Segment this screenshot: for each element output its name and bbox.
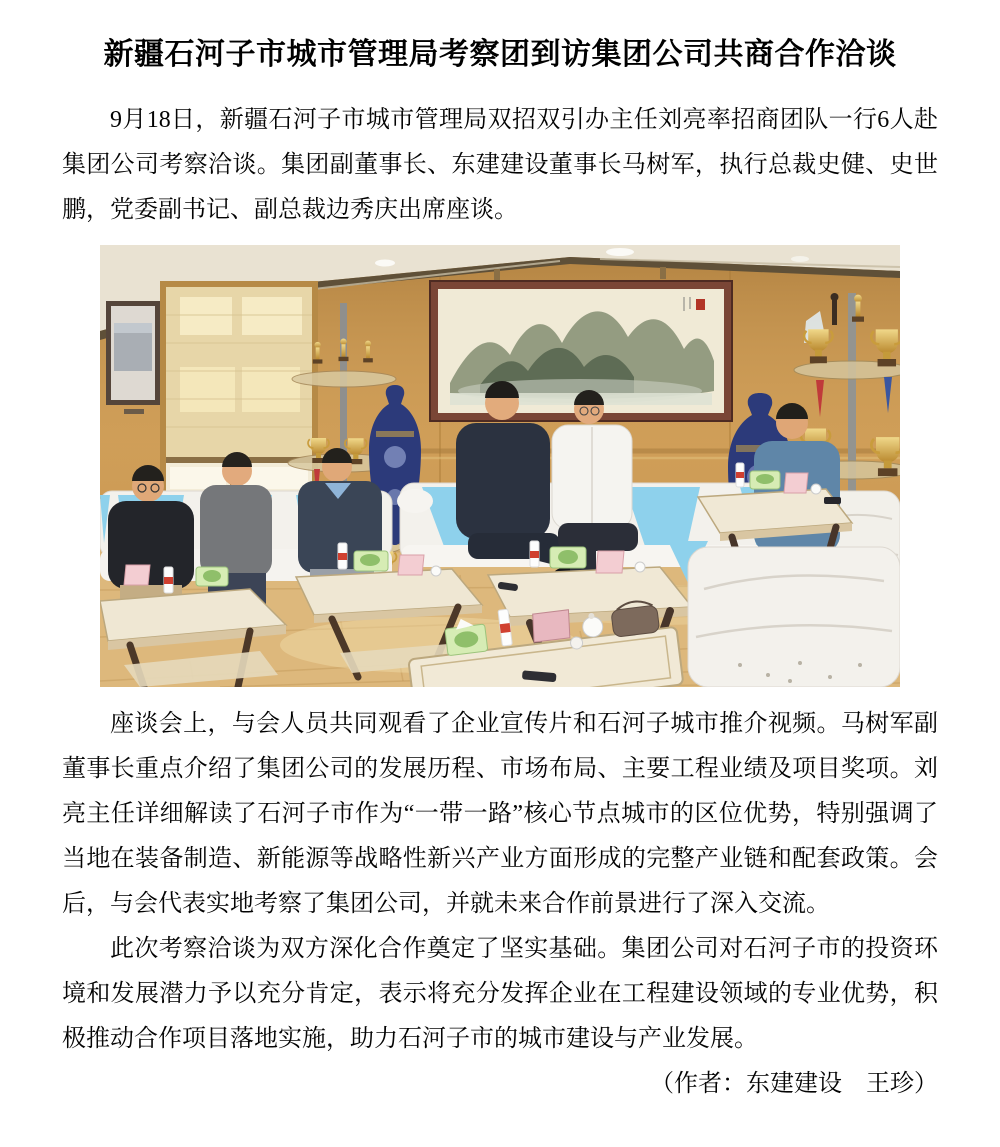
article-byline: （作者：东建建设 王珍）	[650, 1071, 938, 1097]
article-paragraph-3: 此次考察洽谈为双方深化合作奠定了坚实基础。集团公司对石河子市的投资环境和发展潜力予以充分肯定，表示将充分发挥企业在工程建设领域的专业优势，积极推动合作项目落地实施，助力石河子市的城市建设与产业发展。	[62, 936, 938, 1052]
ceiling-light	[791, 256, 809, 262]
article-title: 新疆石河子市城市管理局考察团到访集团公司共商合作洽谈	[103, 38, 897, 71]
meeting-photo-illustration	[100, 245, 900, 687]
armchair-front-right	[668, 541, 900, 687]
ceiling-light	[606, 248, 634, 256]
article-paragraph-1: 9月18日，新疆石河子市城市管理局双招双引办主任刘亮率招商团队一行6人赴集团公司考察洽谈。集团副董事长、东建建设董事长马树军，执行总裁史健、史世鹏，党委副书记、副总裁边秀庆出席座谈。	[62, 107, 938, 223]
wall-picture-frame	[106, 301, 160, 414]
ceiling-light	[375, 260, 395, 267]
article-paragraph-2: 座谈会上，与会人员共同观看了企业宣传片和石河子城市推介视频。马树军副董事长重点介绍了集团公司的发展历程、市场布局、主要工程业绩及项目奖项。刘亮主任详细解读了石河子市作为“一带一路”核心节点城市的区位优势，特别强调了当地在装备制造、新能源等战略性新兴产业方面形成的完整产业链和配套政策。会后，与会代表实地考察了集团公司，并就未来合作前景进行了深入交流。	[62, 711, 938, 917]
article-photo	[100, 245, 900, 687]
